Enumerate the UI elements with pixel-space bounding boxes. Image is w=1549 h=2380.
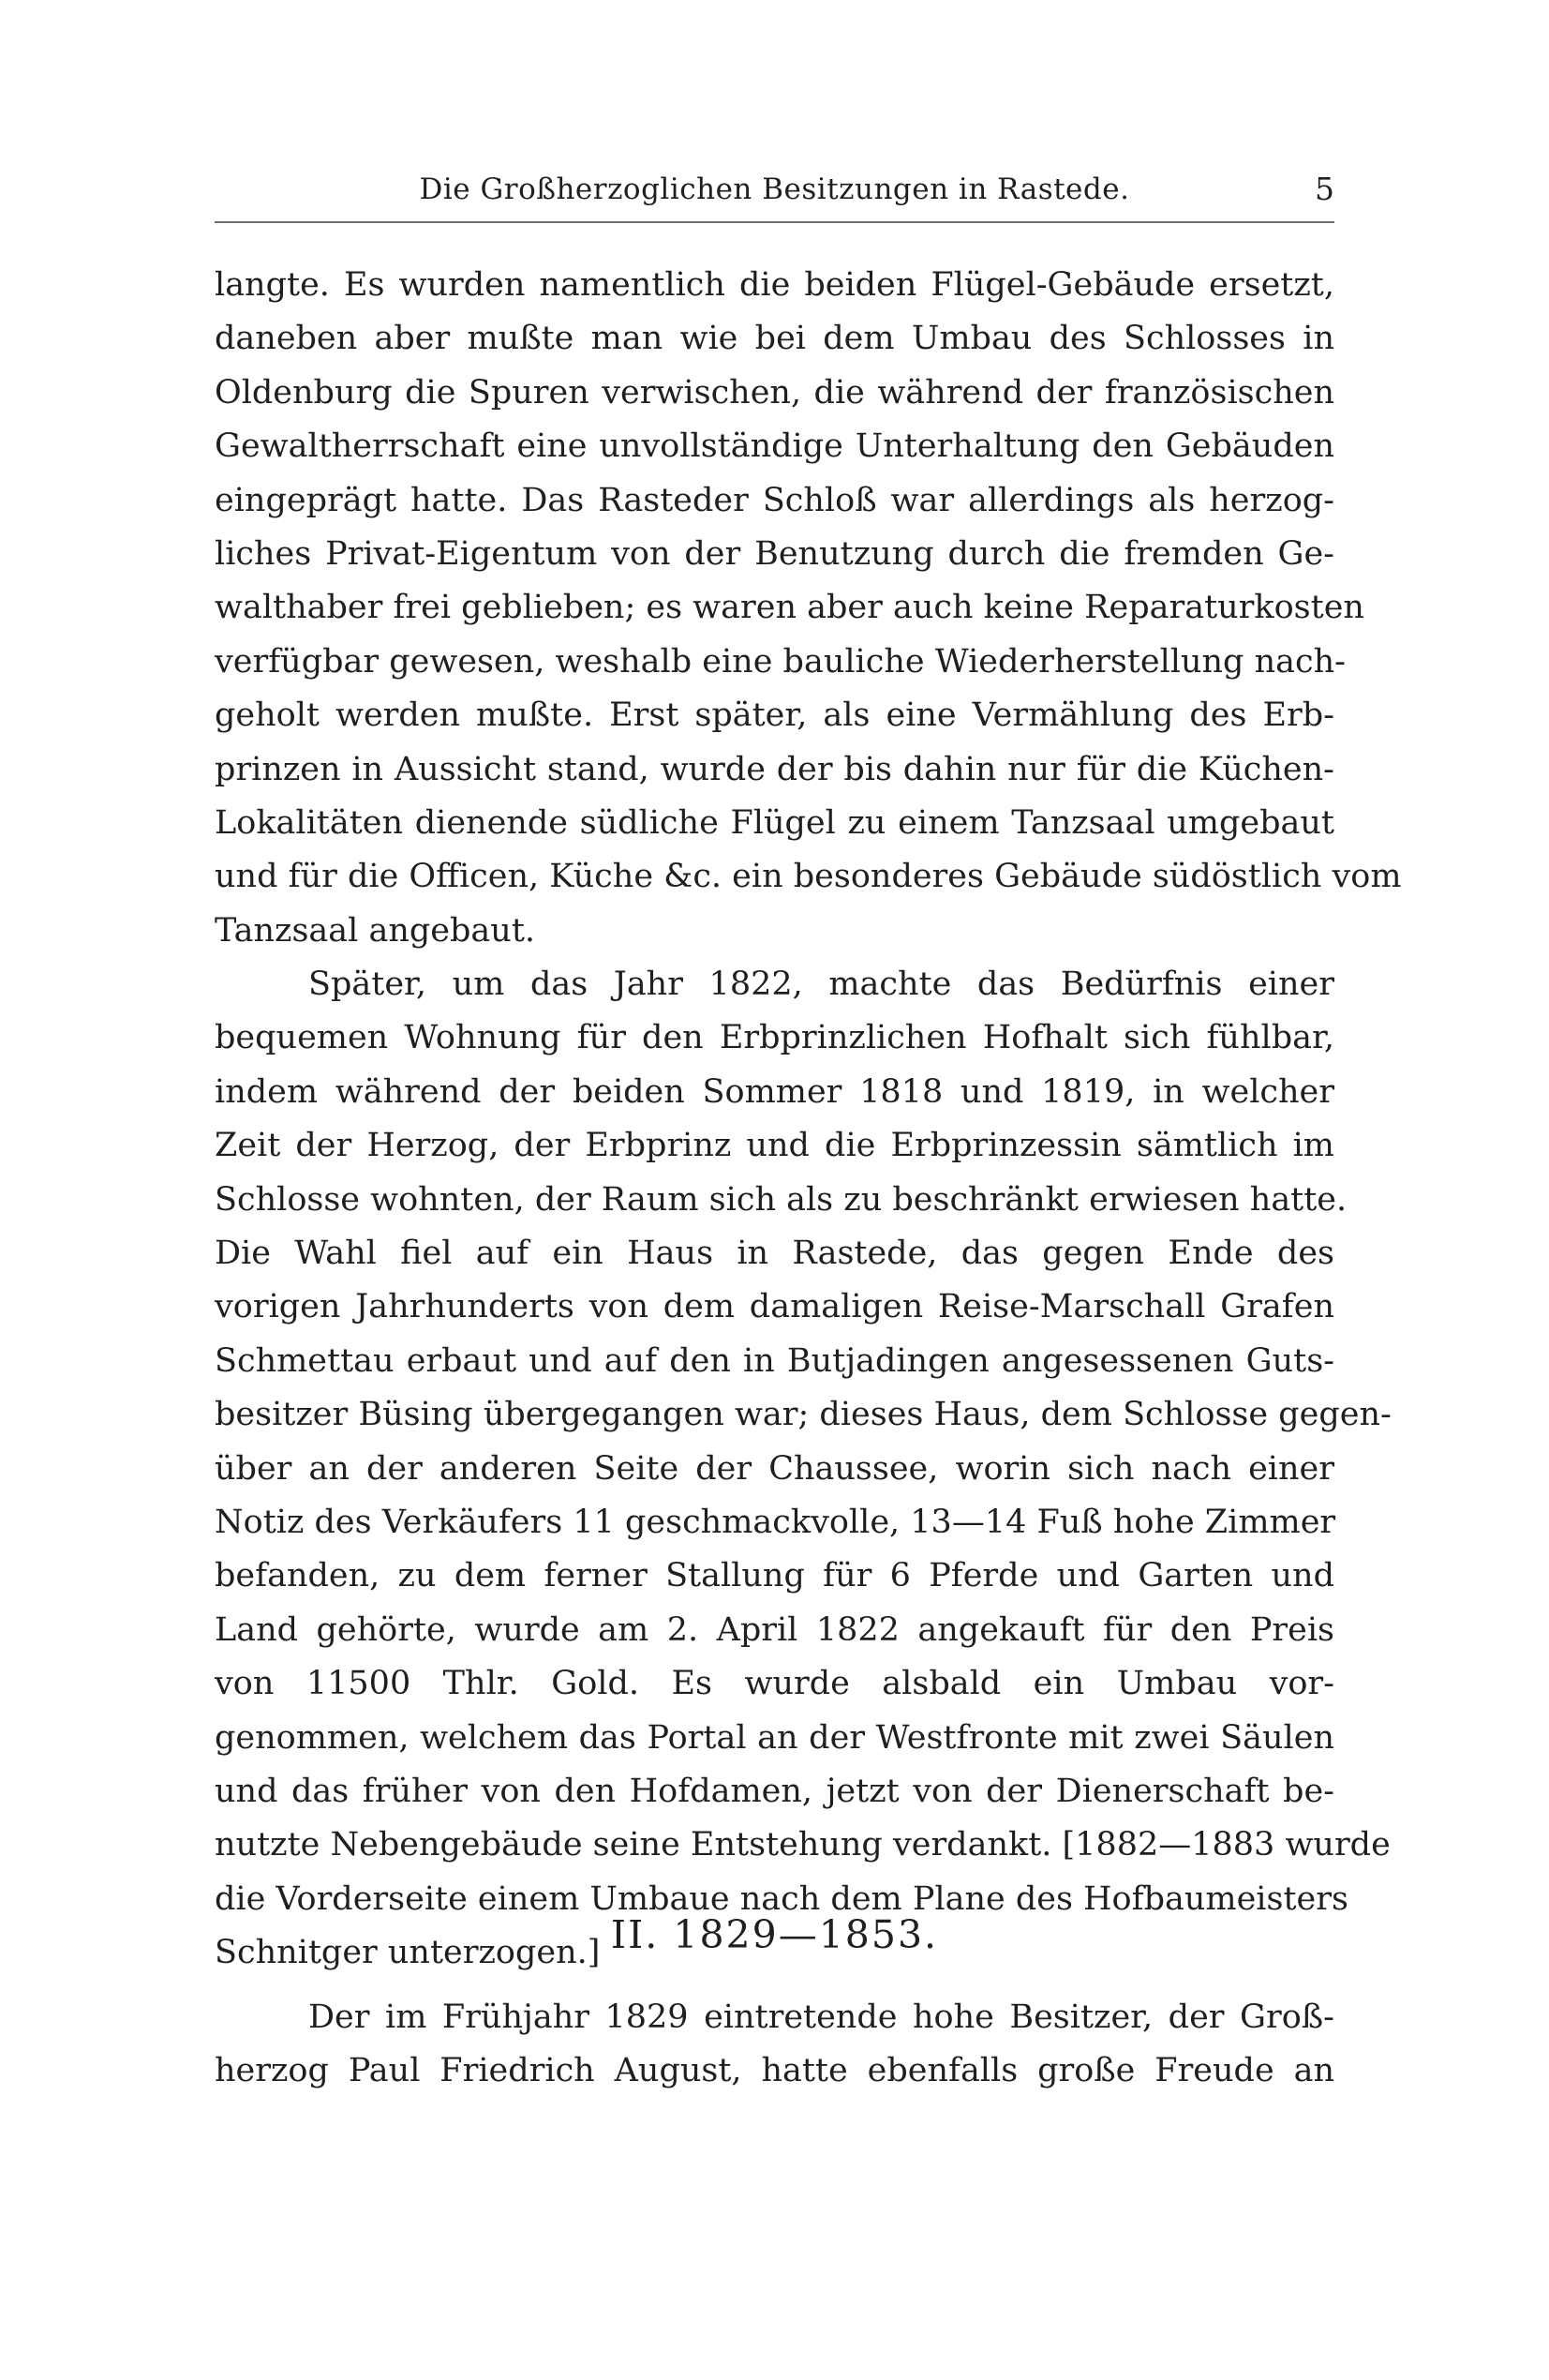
text-line: und das früher von den Hofdamen, jetzt von der Dienerschaft be-	[215, 1772, 1334, 1810]
text-line: Lokalitäten dienende südliche Flügel zu einem Tanzsaal umgebaut	[215, 803, 1334, 842]
paragraph-first-line: Der im Frühjahr 1829 eintretende hohe Besitzer, der Groß-	[308, 1998, 1334, 2036]
section-heading: II. 1829—1853.	[610, 1912, 939, 1957]
text-line: eingeprägt hatte. Das Rasteder Schloß war allerdings als herzog-	[215, 481, 1334, 519]
text-line: befanden, zu dem ferner Stallung für 6 Pferde und Garten und	[215, 1557, 1334, 1595]
text-line: liches Privat-Eigentum von der Benutzung durch die fremden Ge-	[215, 534, 1334, 573]
text-line: herzog Paul Friedrich August, hatte ebenfalls große Freude an	[215, 2052, 1334, 2090]
text-line: und für die Officen, Küche &c. ein besonderes Gebäude südöstlich vom	[215, 858, 1402, 896]
header-rule	[215, 221, 1334, 223]
text-line: Oldenburg die Spuren verwischen, die während der französischen	[215, 373, 1334, 412]
text-line: Die Wahl fiel auf ein Haus in Rastede, das gegen Ende des	[215, 1235, 1334, 1273]
page-number: 5	[1315, 171, 1334, 207]
text-line: nutzte Nebengebäude seine Entstehung verdankt. [1882—1883 wurde	[215, 1826, 1391, 1864]
text-line: die Vorderseite einem Umbaue nach dem Plane des Hofbaumeisters	[215, 1879, 1348, 1918]
running-head	[215, 167, 1334, 214]
text-line: Gewaltherrschaft eine unvollständige Unterhaltung den Gebäuden	[215, 427, 1334, 466]
text-line: daneben aber mußte man wie bei dem Umbau des Schlosses in	[215, 320, 1334, 358]
text-line: indem während der beiden Sommer 1818 und 1819, in welcher	[215, 1072, 1334, 1111]
paragraph-end-line: Schnitger unterzogen.]	[215, 1934, 601, 1972]
paragraph-first-line: Später, um das Jahr 1822, machte das Bedürfnis einer	[308, 965, 1334, 1004]
text-line: prinzen in Aussicht stand, wurde der bis dahin nur für die Küchen-	[215, 750, 1334, 788]
text-line: langte. Es wurden namentlich die beiden Flügel-Gebäude ersetzt,	[215, 266, 1334, 304]
text-line: verfügbar gewesen, weshalb eine bauliche Wiederherstellung nach-	[215, 642, 1346, 681]
text-line: über an der anderen Seite der Chaussee, worin sich nach einer	[215, 1449, 1334, 1488]
text-line: Land gehörte, wurde am 2. April 1822 angekauft für den Preis	[215, 1610, 1334, 1649]
text-line: Zeit der Herzog, der Erbprinz und die Erbprinzessin sämtlich im	[215, 1127, 1334, 1165]
running-title: Die Großherzoglichen Besitzungen in Rastede.	[419, 172, 1130, 206]
text-line: Schlosse wohnten, der Raum sich als zu beschränkt erwiesen hatte.	[215, 1180, 1348, 1219]
text-line: geholt werden mußte. Erst später, als eine Vermählung des Erb-	[215, 696, 1334, 735]
text-line: Notiz des Verkäufers 11 geschmackvolle, 13—14 Fuß hohe Zimmer	[215, 1503, 1336, 1541]
text-line: besitzer Büsing übergegangen war; dieses Haus, dem Schlosse gegen-	[215, 1396, 1392, 1434]
body-text	[215, 259, 1402, 1981]
section-text	[215, 1991, 1334, 2099]
text-line: genommen, welchem das Portal an der Westfronte mit zwei Säulen	[215, 1718, 1334, 1757]
text-line: walthaber frei geblieben; es waren aber auch keine Reparaturkosten	[215, 589, 1364, 627]
text-line: Schmettau erbaut und auf den in Butjadingen angesessenen Guts-	[215, 1341, 1334, 1380]
text-line: von 11500 Thlr. Gold. Es wurde alsbald ein Umbau vor-	[215, 1665, 1334, 1703]
text-line: bequemen Wohnung für den Erbprinzlichen Hofhalt sich fühlbar,	[215, 1019, 1334, 1057]
text-line: vorigen Jahrhunderts von dem damaligen Reise-Marschall Grafen	[215, 1288, 1334, 1326]
paragraph-end-line: Tanzsaal angebaut.	[215, 911, 536, 950]
